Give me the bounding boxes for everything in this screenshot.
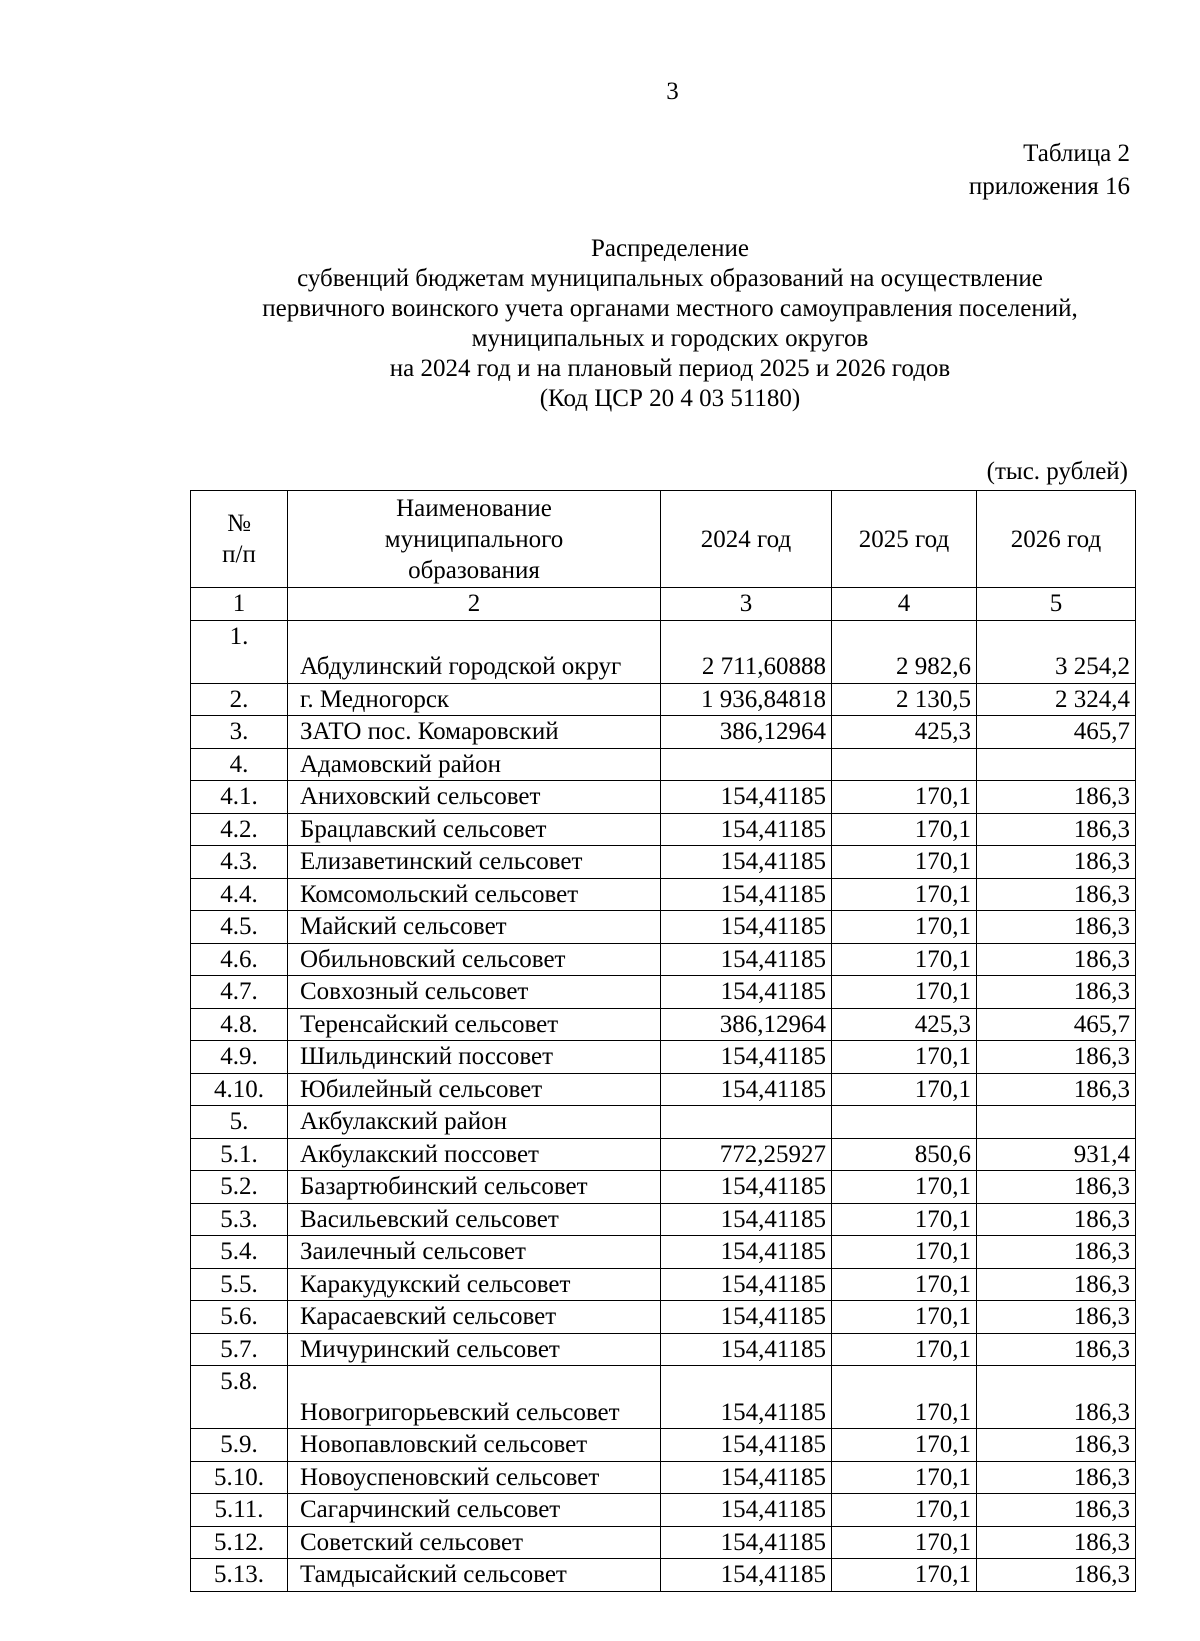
- municipality-name-cell: Новогригорьевский сельсовет: [288, 1366, 661, 1429]
- value-2024-cell: 154,41185: [661, 1333, 832, 1366]
- row-number-cell: 5.8.: [191, 1366, 288, 1429]
- column-number-row: [191, 588, 1136, 621]
- value-2025-cell: 170,1: [832, 781, 977, 814]
- value-2026-cell: 465,7: [977, 1008, 1136, 1041]
- value-2024-cell: [661, 748, 832, 781]
- row-number-cell: 4.5.: [191, 911, 288, 944]
- row-number-cell: 4.4.: [191, 878, 288, 911]
- value-2026-cell: 186,3: [977, 943, 1136, 976]
- row-number-cell: 5.: [191, 1106, 288, 1139]
- row-number-cell: 4.9.: [191, 1041, 288, 1074]
- row-number-cell: 4.6.: [191, 943, 288, 976]
- value-2025-cell: 170,1: [832, 1301, 977, 1334]
- table-row: [191, 1073, 1136, 1106]
- value-2025-cell: 850,6: [832, 1138, 977, 1171]
- header-name-line3: образования: [408, 556, 540, 584]
- table-row: [191, 813, 1136, 846]
- municipality-name-cell: г. Медногорск: [288, 683, 661, 716]
- header-num: [191, 491, 288, 588]
- row-number-cell: 5.4.: [191, 1236, 288, 1269]
- value-2026-cell: 186,3: [977, 781, 1136, 814]
- header-2026: 2026 год: [977, 491, 1136, 588]
- row-number-cell: 1.: [191, 620, 288, 683]
- value-2024-cell: 154,41185: [661, 1041, 832, 1074]
- row-number-cell: 5.12.: [191, 1526, 288, 1559]
- value-2025-cell: 170,1: [832, 1366, 977, 1429]
- municipality-name-cell: Васильевский сельсовет: [288, 1203, 661, 1236]
- value-2026-cell: 186,3: [977, 1171, 1136, 1204]
- table-row: [191, 1333, 1136, 1366]
- row-number-cell: 5.3.: [191, 1203, 288, 1236]
- value-2026-cell: 186,3: [977, 1073, 1136, 1106]
- value-2025-cell: 170,1: [832, 1559, 977, 1592]
- value-2024-cell: 772,25927: [661, 1138, 832, 1171]
- value-2026-cell: 931,4: [977, 1138, 1136, 1171]
- value-2026-cell: 186,3: [977, 1333, 1136, 1366]
- municipality-name-cell: Заилечный сельсовет: [288, 1236, 661, 1269]
- value-2026-cell: 186,3: [977, 911, 1136, 944]
- municipality-name-cell: Аниховский сельсовет: [288, 781, 661, 814]
- title-line-5: на 2024 год и на плановый период 2025 и 2026 годов: [389, 355, 951, 382]
- header-name-line1: Наименование: [396, 494, 552, 522]
- value-2026-cell: 186,3: [977, 1268, 1136, 1301]
- value-2024-cell: 154,41185: [661, 943, 832, 976]
- title-line-4: муниципальных и городских округов: [471, 325, 869, 352]
- table-row: [191, 976, 1136, 1009]
- value-2024-cell: 154,41185: [661, 1301, 832, 1334]
- header-name-line2: муниципального: [384, 525, 564, 553]
- row-number-cell: 3.: [191, 716, 288, 749]
- municipality-name-cell: Акбулакский район: [288, 1106, 661, 1139]
- value-2026-cell: 186,3: [977, 1203, 1136, 1236]
- value-2025-cell: 170,1: [832, 1494, 977, 1527]
- value-2024-cell: 154,41185: [661, 976, 832, 1009]
- value-2026-cell: 186,3: [977, 813, 1136, 846]
- row-number-cell: 5.6.: [191, 1301, 288, 1334]
- title-line-6: (Код ЦСР 20 4 03 51180): [539, 385, 801, 412]
- row-number-cell: 5.7.: [191, 1333, 288, 1366]
- value-2024-cell: [661, 1106, 832, 1139]
- value-2024-cell: 154,41185: [661, 781, 832, 814]
- table-row: [191, 878, 1136, 911]
- table-row: [191, 1138, 1136, 1171]
- table-row: [191, 1366, 1136, 1429]
- value-2024-cell: 154,41185: [661, 846, 832, 879]
- value-2024-cell: 154,41185: [661, 911, 832, 944]
- table-row: [191, 943, 1136, 976]
- value-2024-cell: 154,41185: [661, 878, 832, 911]
- value-2026-cell: 186,3: [977, 846, 1136, 879]
- municipality-name-cell: Адамовский район: [288, 748, 661, 781]
- municipality-name-cell: Обильновский сельсовет: [288, 943, 661, 976]
- municipality-name-cell: Тамдысайский сельсовет: [288, 1559, 661, 1592]
- table-ref-line2: приложения 16: [968, 173, 1130, 200]
- value-2025-cell: 170,1: [832, 1461, 977, 1494]
- value-2025-cell: 2 982,6: [832, 620, 977, 683]
- value-2026-cell: 186,3: [977, 1301, 1136, 1334]
- value-2024-cell: 154,41185: [661, 1171, 832, 1204]
- municipality-name-cell: Базартюбинский сельсовет: [288, 1171, 661, 1204]
- table-row: [191, 1041, 1136, 1074]
- row-number-cell: 4.7.: [191, 976, 288, 1009]
- table-row: [191, 1106, 1136, 1139]
- row-number-cell: 5.11.: [191, 1494, 288, 1527]
- column-number: 5: [977, 588, 1136, 621]
- municipality-name-cell: Советский сельсовет: [288, 1526, 661, 1559]
- value-2025-cell: 170,1: [832, 943, 977, 976]
- row-number-cell: 5.10.: [191, 1461, 288, 1494]
- value-2024-cell: 2 711,60888: [661, 620, 832, 683]
- column-number: 1: [191, 588, 288, 621]
- value-2024-cell: 154,41185: [661, 1526, 832, 1559]
- municipality-name-cell: Комсомольский сельсовет: [288, 878, 661, 911]
- municipality-name-cell: ЗАТО пос. Комаровский: [288, 716, 661, 749]
- column-number: 3: [661, 588, 832, 621]
- value-2025-cell: 170,1: [832, 1041, 977, 1074]
- value-2026-cell: 186,3: [977, 1494, 1136, 1527]
- table-row: [191, 620, 1136, 683]
- municipality-name-cell: Майский сельсовет: [288, 911, 661, 944]
- table-row: [191, 1559, 1136, 1592]
- value-2025-cell: 2 130,5: [832, 683, 977, 716]
- table-row: [191, 1526, 1136, 1559]
- value-2026-cell: [977, 1106, 1136, 1139]
- value-2024-cell: 154,41185: [661, 1429, 832, 1462]
- row-number-cell: 5.9.: [191, 1429, 288, 1462]
- table-ref-line1: Таблица 2: [1023, 140, 1130, 167]
- value-2026-cell: [977, 748, 1136, 781]
- table-row: [191, 1203, 1136, 1236]
- table-row: [191, 1461, 1136, 1494]
- row-number-cell: 5.5.: [191, 1268, 288, 1301]
- value-2024-cell: 154,41185: [661, 1461, 832, 1494]
- municipality-name-cell: Шильдинский поссовет: [288, 1041, 661, 1074]
- header-2025: 2025 год: [832, 491, 977, 588]
- value-2025-cell: 170,1: [832, 878, 977, 911]
- municipality-name-cell: Мичуринский сельсовет: [288, 1333, 661, 1366]
- municipality-name-cell: Теренсайский сельсовет: [288, 1008, 661, 1041]
- value-2025-cell: 170,1: [832, 976, 977, 1009]
- row-number-cell: 4.1.: [191, 781, 288, 814]
- value-2026-cell: 465,7: [977, 716, 1136, 749]
- value-2026-cell: 186,3: [977, 1366, 1136, 1429]
- value-2025-cell: 170,1: [832, 1203, 977, 1236]
- municipality-name-cell: Карасаевский сельсовет: [288, 1301, 661, 1334]
- table-row: [191, 1494, 1136, 1527]
- value-2025-cell: 425,3: [832, 1008, 977, 1041]
- value-2026-cell: 186,3: [977, 1461, 1136, 1494]
- value-2025-cell: 170,1: [832, 911, 977, 944]
- value-2026-cell: 186,3: [977, 1429, 1136, 1462]
- table-row: [191, 1268, 1136, 1301]
- municipality-name-cell: Абдулинский городской округ: [288, 620, 661, 683]
- value-2026-cell: 186,3: [977, 1041, 1136, 1074]
- value-2024-cell: 154,41185: [661, 1073, 832, 1106]
- table-row: [191, 716, 1136, 749]
- title-line-3: первичного воинского учета органами местного самоуправления поселений,: [262, 295, 1078, 322]
- value-2024-cell: 154,41185: [661, 1559, 832, 1592]
- municipality-name-cell: Совхозный сельсовет: [288, 976, 661, 1009]
- title-line-1: Распределение: [591, 235, 749, 262]
- value-2026-cell: 186,3: [977, 878, 1136, 911]
- value-2026-cell: 186,3: [977, 1236, 1136, 1269]
- municipality-name-cell: Акбулакский поссовет: [288, 1138, 661, 1171]
- value-2025-cell: 170,1: [832, 813, 977, 846]
- municipality-name-cell: Брацлавский сельсовет: [288, 813, 661, 846]
- table-row: [191, 683, 1136, 716]
- row-number-cell: 4.8.: [191, 1008, 288, 1041]
- value-2026-cell: 186,3: [977, 1559, 1136, 1592]
- value-2026-cell: 186,3: [977, 1526, 1136, 1559]
- header-num-line2: п/п: [222, 541, 256, 568]
- municipality-name-cell: Новопавловский сельсовет: [288, 1429, 661, 1462]
- municipality-name-cell: Сагарчинский сельсовет: [288, 1494, 661, 1527]
- value-2024-cell: 154,41185: [661, 1494, 832, 1527]
- value-2025-cell: [832, 1106, 977, 1139]
- table-row: [191, 1301, 1136, 1334]
- value-2024-cell: 386,12964: [661, 716, 832, 749]
- value-2025-cell: 170,1: [832, 1073, 977, 1106]
- table-row: [191, 1008, 1136, 1041]
- value-2025-cell: 170,1: [832, 1526, 977, 1559]
- header-num-line1: №: [227, 510, 251, 537]
- document-title: [170, 234, 1170, 414]
- table-row: [191, 1429, 1136, 1462]
- value-2025-cell: 170,1: [832, 1171, 977, 1204]
- table-row: [191, 911, 1136, 944]
- value-2026-cell: 186,3: [977, 976, 1136, 1009]
- page-number: 3: [666, 78, 679, 105]
- title-line-2: субвенций бюджетам муниципальных образований на осуществление: [297, 265, 1043, 292]
- row-number-cell: 4.2.: [191, 813, 288, 846]
- header-2024: 2024 год: [661, 491, 832, 588]
- value-2025-cell: 170,1: [832, 1236, 977, 1269]
- value-2025-cell: 425,3: [832, 716, 977, 749]
- row-number-cell: 5.13.: [191, 1559, 288, 1592]
- table-row: [191, 846, 1136, 879]
- table-reference: [969, 137, 1130, 203]
- value-2024-cell: 154,41185: [661, 1203, 832, 1236]
- header-row: [191, 491, 1136, 588]
- row-number-cell: 2.: [191, 683, 288, 716]
- value-2024-cell: 1 936,84818: [661, 683, 832, 716]
- row-number-cell: 4.10.: [191, 1073, 288, 1106]
- value-2025-cell: 170,1: [832, 1429, 977, 1462]
- value-2024-cell: 386,12964: [661, 1008, 832, 1041]
- header-name: [288, 491, 661, 588]
- value-2025-cell: 170,1: [832, 846, 977, 879]
- table-row: [191, 1171, 1136, 1204]
- municipality-name-cell: Юбилейный сельсовет: [288, 1073, 661, 1106]
- municipality-name-cell: Каракудукский сельсовет: [288, 1268, 661, 1301]
- value-2025-cell: [832, 748, 977, 781]
- row-number-cell: 4.: [191, 748, 288, 781]
- row-number-cell: 4.3.: [191, 846, 288, 879]
- value-2025-cell: 170,1: [832, 1333, 977, 1366]
- row-number-cell: 5.2.: [191, 1171, 288, 1204]
- units-label: (тыс. рублей): [986, 458, 1128, 485]
- value-2024-cell: 154,41185: [661, 1236, 832, 1269]
- table-row: [191, 748, 1136, 781]
- value-2024-cell: 154,41185: [661, 813, 832, 846]
- value-2024-cell: 154,41185: [661, 1366, 832, 1429]
- municipality-name-cell: Елизаветинский сельсовет: [288, 846, 661, 879]
- table-row: [191, 781, 1136, 814]
- value-2024-cell: 154,41185: [661, 1268, 832, 1301]
- municipality-name-cell: Новоуспеновский сельсовет: [288, 1461, 661, 1494]
- column-number: 4: [832, 588, 977, 621]
- allocation-table: [190, 490, 1136, 1592]
- column-number: 2: [288, 588, 661, 621]
- table-row: [191, 1236, 1136, 1269]
- row-number-cell: 5.1.: [191, 1138, 288, 1171]
- value-2026-cell: 3 254,2: [977, 620, 1136, 683]
- value-2025-cell: 170,1: [832, 1268, 977, 1301]
- value-2026-cell: 2 324,4: [977, 683, 1136, 716]
